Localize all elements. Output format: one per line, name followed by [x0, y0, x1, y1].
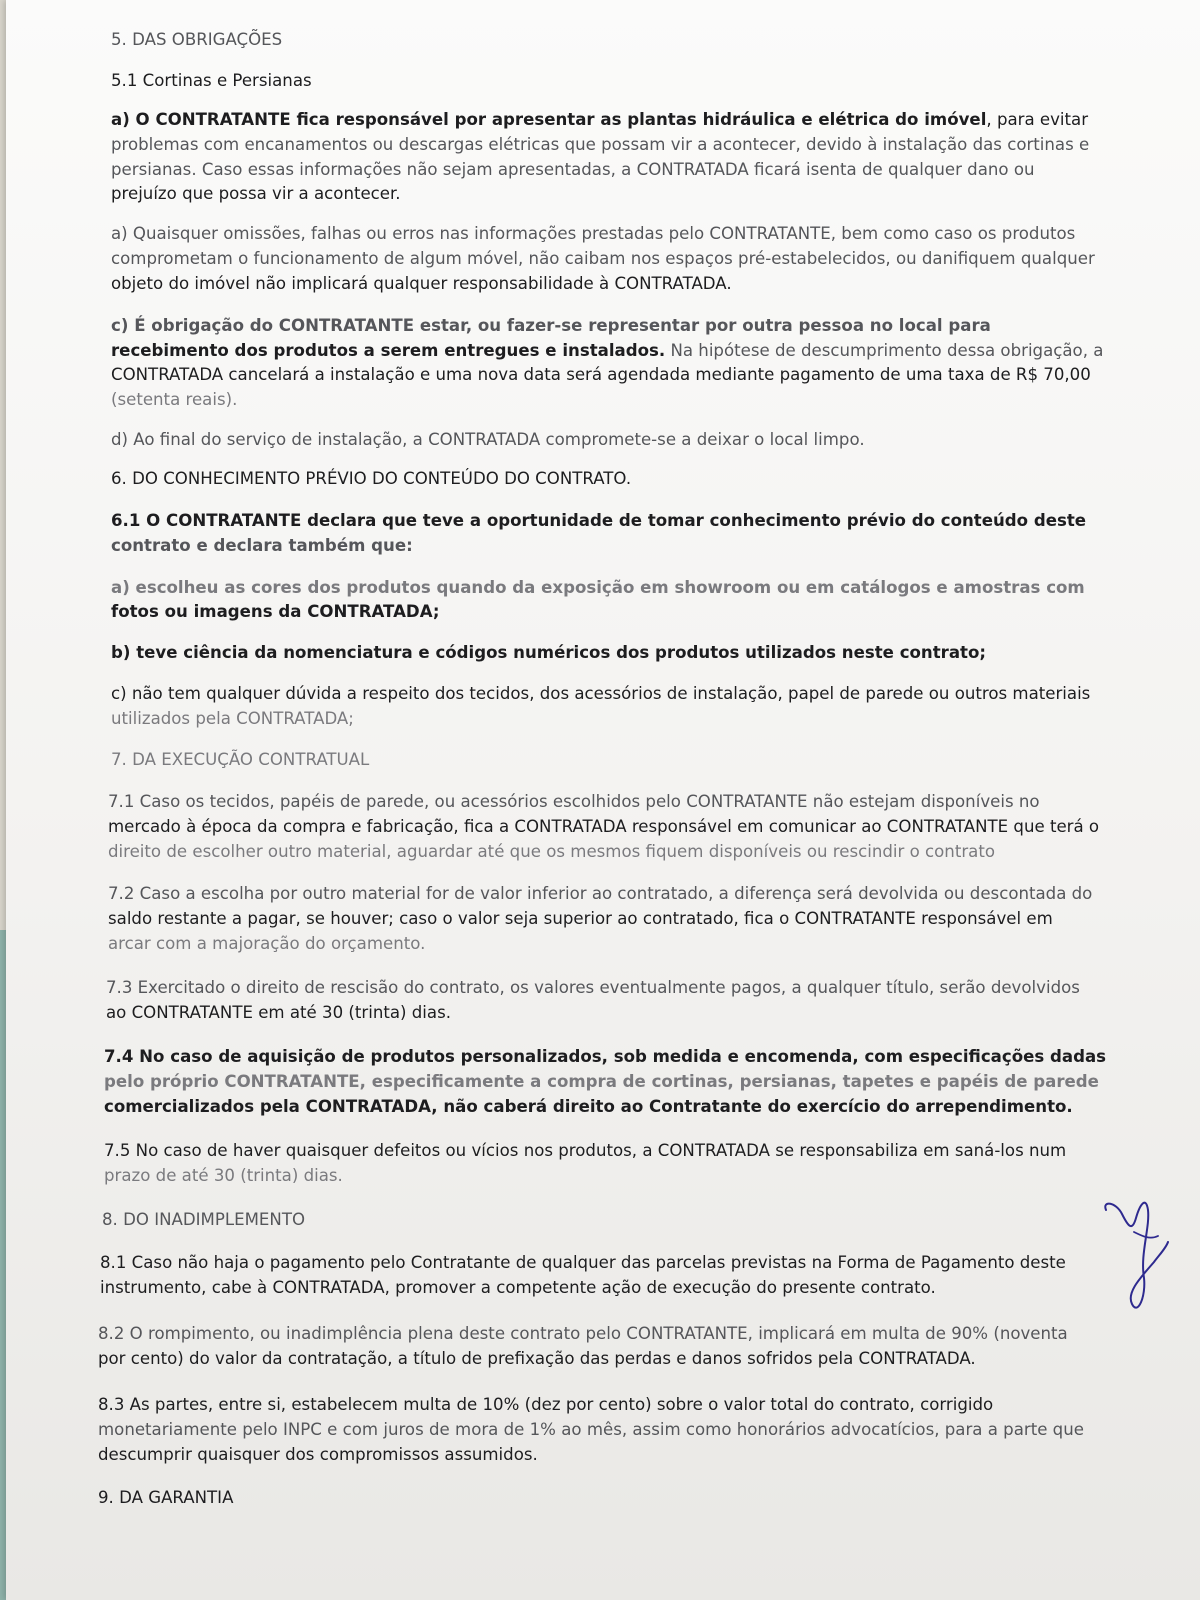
clause-5-1-c-line-1: c) É obrigação do CONTRATANTE estar, ou fazer-se representar por outra pessoa no local para	[111, 316, 991, 335]
clause-7-4-line-3: comercializados pela CONTRATADA, não caberá direito ao Contratante do exercício do arrependimento.	[104, 1097, 1073, 1116]
clause-5-1-a-bold: a) O CONTRATANTE fica responsável por apresentar as plantas hidráulica e elétrica do imóvel	[111, 110, 987, 129]
section-7-heading: 7. DA EXECUÇÃO CONTRATUAL	[111, 750, 370, 769]
clause-8-2-line-1: 8.2 O rompimento, ou inadimplência plena deste contrato pelo CONTRATANTE, implicará em multa de 90% (noventa	[98, 1324, 1068, 1343]
contract-page	[6, 0, 1200, 1600]
clause-7-3-line-1: 7.3 Exercitado o direito de rescisão do contrato, os valores eventualmente pagos, a qualquer título, serão devolvidos	[106, 978, 1080, 997]
clause-7-2-line-1: 7.2 Caso a escolha por outro material for de valor inferior ao contratado, a diferença será devolvida ou descontada do	[108, 884, 1093, 903]
clause-7-1-line-3: direito de escolher outro material, aguardar até que os mesmos fiquem disponíveis ou rescindir o contrato	[108, 842, 995, 861]
clause-6-1-line-1: 6.1 O CONTRATANTE declara que teve a oportunidade de tomar conhecimento prévio do conteúdo deste	[111, 511, 1087, 530]
clause-6-1-a-line-2: fotos ou imagens da CONTRATADA;	[111, 602, 440, 621]
clause-6-1-line-2: contrato e declara também que:	[111, 536, 413, 555]
clause-5-1-c-line-3: CONTRATADA cancelará a instalação e uma nova data será agendada mediante pagamento de uma taxa de R$ 70,00	[111, 365, 1091, 384]
clause-6-1-a-line-1: a) escolheu as cores dos produtos quando da exposição em showroom ou em catálogos e amostras com	[111, 578, 1085, 597]
clause-5-1-c-line-4: (setenta reais).	[111, 390, 238, 409]
clause-5-1-c-tail: Na hipótese de descumprimento dessa obrigação, a	[665, 341, 1104, 360]
clause-6-1-c-line-1: c) não tem qualquer dúvida a respeito dos tecidos, dos acessórios de instalação, papel de parede ou outros materiais	[111, 684, 1091, 703]
clause-7-4-line-2: pelo próprio CONTRATANTE, especificamente a compra de cortinas, persianas, tapetes e papéis de parede	[104, 1072, 1099, 1091]
clause-8-3-line-2: monetariamente pelo INPC e com juros de mora de 1% ao mês, assim como honorários advocatícios, para a parte que	[98, 1420, 1084, 1439]
clause-7-5-line-1: 7.5 No caso de haver quaisquer defeitos ou vícios nos produtos, a CONTRATADA se responsabiliza em saná-los num	[104, 1141, 1067, 1160]
clause-5-1-a-line-1	[111, 108, 1088, 132]
handwritten-initial-signature	[1096, 1192, 1176, 1322]
clause-5-1-a-line-4: prejuízo que possa vir a acontecer.	[111, 184, 401, 203]
clause-5-1-c-bold: recebimento dos produtos a serem entregues e instalados.	[111, 341, 666, 360]
section-8-heading: 8. DO INADIMPLEMENTO	[102, 1210, 306, 1229]
clause-8-3-line-3: descumprir quaisquer dos compromissos assumidos.	[98, 1445, 538, 1464]
page-body	[6, 0, 1200, 1600]
clause-6-1-c-line-2: utilizados pela CONTRATADA;	[111, 709, 354, 728]
subsection-5-1-heading: 5.1 Cortinas e Persianas	[111, 71, 312, 90]
clause-7-2-line-2: saldo restante a pagar, se houver; caso o valor seja superior ao contratado, fica o CONTRATANTE responsável em	[108, 909, 1053, 928]
clause-5-1-a-line-2: problemas com encanamentos ou descargas elétricas que possam vir a acontecer, devido à instalação das cortinas e	[111, 135, 1090, 154]
clause-omissions-line-2: comprometam o funcionamento de algum móvel, não caibam nos espaços pré-estabelecidos, ou danifiquem qualquer	[111, 249, 1095, 268]
section-5-heading: 5. DAS OBRIGAÇÕES	[111, 30, 283, 49]
clause-5-1-c-line-2	[111, 339, 1103, 363]
section-9-heading: 9. DA GARANTIA	[98, 1488, 234, 1507]
clause-7-1-line-1: 7.1 Caso os tecidos, papéis de parede, ou acessórios escolhidos pelo CONTRATANTE não estejam disponíveis no	[108, 792, 1040, 811]
clause-5-1-d: d) Ao final do serviço de instalação, a CONTRATADA compromete-se a deixar o local limpo.	[111, 430, 865, 449]
clause-6-1-b: b) teve ciência da nomenciatura e códigos numéricos dos produtos utilizados neste contrato;	[111, 643, 987, 662]
clause-8-3-line-1: 8.3 As partes, entre si, estabelecem multa de 10% (dez por cento) sobre o valor total do contrato, corrigido	[98, 1395, 994, 1414]
clause-5-1-a-tail: , para evitar	[986, 110, 1089, 129]
clause-7-5-line-2: prazo de até 30 (trinta) dias.	[104, 1166, 343, 1185]
clause-7-1-line-2: mercado à época da compra e fabricação, fica a CONTRATADA responsável em comunicar ao CONTRATANTE que terá o	[108, 817, 1100, 836]
clause-7-3-line-2: ao CONTRATANTE em até 30 (trinta) dias.	[106, 1003, 451, 1022]
clause-7-4-line-1: 7.4 No caso de aquisição de produtos personalizados, sob medida e encomenda, com especificações dadas	[104, 1047, 1107, 1066]
clause-8-2-line-2: por cento) do valor da contratação, a título de prefixação das perdas e danos sofridos pela CONTRATADA.	[98, 1349, 976, 1368]
clause-8-1-line-1: 8.1 Caso não haja o pagamento pelo Contratante de qualquer das parcelas previstas na Forma de Pagamento deste	[100, 1253, 1066, 1272]
clause-5-1-a-line-3: persianas. Caso essas informações não sejam apresentadas, a CONTRATADA ficará isenta de qualquer dano ou	[111, 160, 1035, 179]
clause-7-2-line-3: arcar com a majoração do orçamento.	[108, 934, 426, 953]
clause-8-1-line-2: instrumento, cabe à CONTRATADA, promover a competente ação de execução do presente contrato.	[100, 1278, 936, 1297]
section-6-heading: 6. DO CONHECIMENTO PRÉVIO DO CONTEÚDO DO CONTRATO.	[111, 469, 632, 488]
clause-omissions-line-1: a) Quaisquer omissões, falhas ou erros nas informações prestadas pelo CONTRATANTE, bem como caso os produtos	[111, 224, 1076, 243]
clause-omissions-line-3: objeto do imóvel não implicará qualquer responsabilidade à CONTRATADA.	[111, 274, 732, 293]
